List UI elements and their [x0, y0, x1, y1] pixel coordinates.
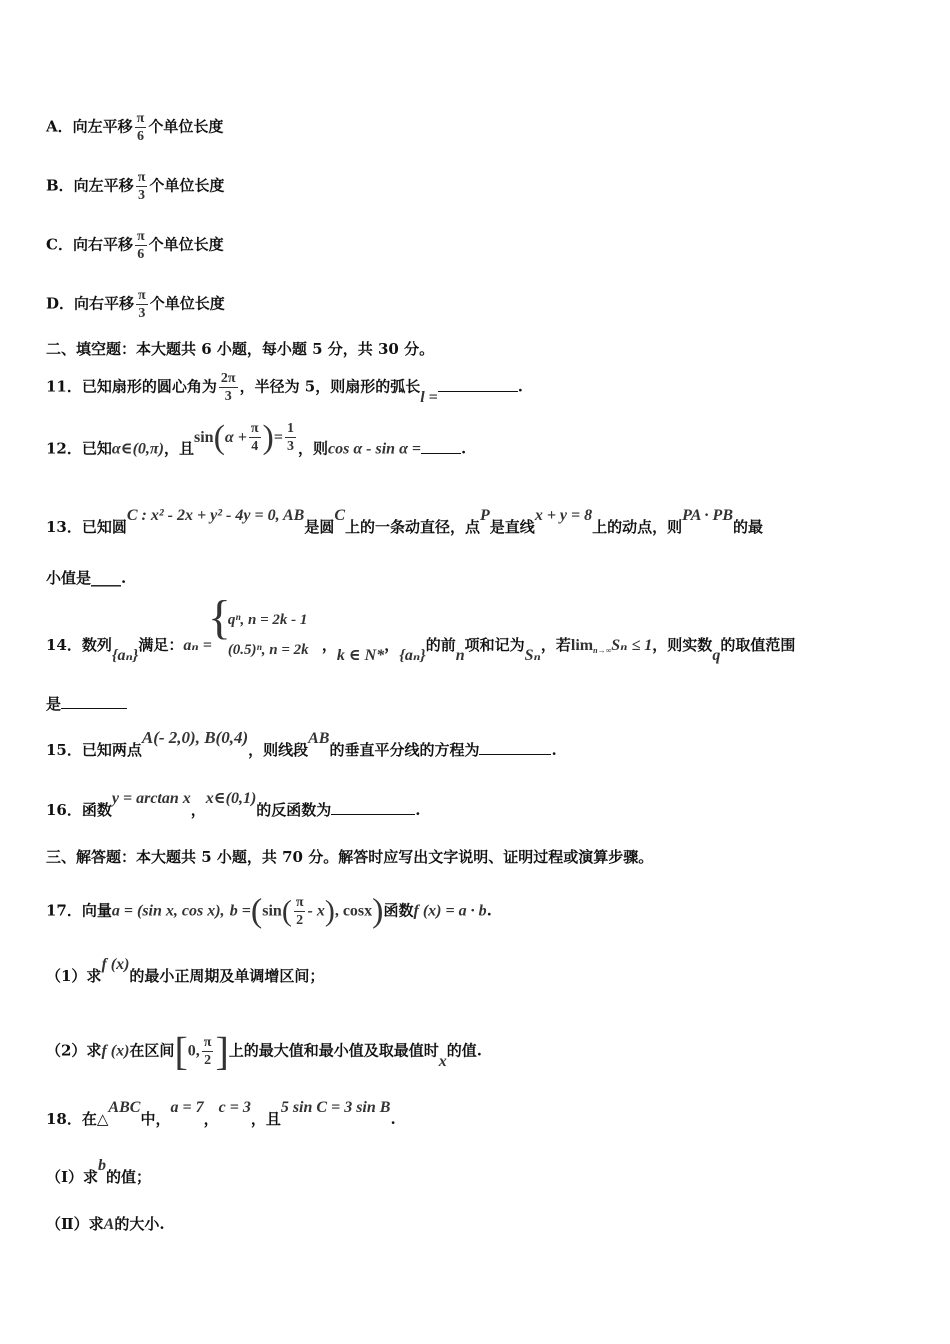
question-13-cont: 小值是____.: [46, 569, 127, 587]
math-q: q: [712, 647, 721, 664]
q14-text: 的前: [425, 636, 456, 654]
math-line: x + y = 8: [534, 507, 593, 524]
option-c-label: C．向右平移: [46, 235, 133, 254]
q17-end: .: [486, 901, 492, 920]
left-brace: {: [207, 591, 231, 644]
q11-text-2: ，半径为 5，则扇形的弧长: [239, 377, 421, 396]
option-b: [46, 169, 930, 204]
q14-comma: ，: [321, 636, 337, 654]
q16-comma: ，: [190, 801, 206, 819]
right-bracket: ]: [215, 1028, 229, 1074]
q15-text: ，则线段: [248, 741, 309, 759]
math-condition: α∈(0,π): [111, 440, 164, 458]
math-sn: Sₙ: [524, 647, 541, 664]
math-k: k ∈ N*: [336, 647, 385, 664]
fraction: $\frac{\pi}{2}$: [295, 895, 304, 928]
q16-text: 的反函数为: [256, 801, 332, 819]
math-p: P: [480, 507, 490, 524]
question-17: [46, 894, 930, 929]
math-n: n: [455, 647, 465, 664]
math-ab: AB: [308, 730, 330, 747]
math-vector-a: a = (sin x, cos x),: [111, 902, 225, 920]
math-vector-b: b =: [229, 902, 251, 920]
question-15: [46, 728, 930, 763]
math-sin: sin: [262, 902, 282, 920]
q15-text: 15．已知两点: [46, 741, 142, 759]
math-f: f (x): [101, 1042, 130, 1060]
option-suffix: 个单位长度: [149, 176, 225, 195]
fraction: $\frac{\pi}{2}$: [203, 1035, 212, 1068]
question-11: [46, 370, 930, 405]
q13-text: 是直线: [489, 518, 535, 536]
question-18-part-1: [46, 1157, 930, 1190]
math-f: f (x): [101, 956, 130, 973]
q16-end: .: [415, 801, 421, 819]
left-paren: (: [213, 418, 225, 456]
q14-text: ，若: [540, 636, 571, 654]
math-eq: 5 sin C = 3 sin B: [280, 1099, 391, 1116]
section-3-title: 三、解答题：本大题共 5 小题，共 70 分。解答时应写出文字说明、证明过程或演算步骤。: [46, 848, 654, 866]
math-lim-sub: n→∞: [593, 646, 612, 655]
math-b: b: [98, 1157, 107, 1174]
q14-text: 的取值范围: [720, 636, 796, 654]
fraction: $\frac{\pi}{3}$: [138, 288, 146, 321]
section-2-title: 二、填空题：本大题共 6 小题，每小题 5 分，共 30 分。: [46, 340, 435, 358]
option-d: [46, 287, 930, 322]
question-18: [46, 1099, 930, 1132]
q17-p2-text: 在区间: [129, 1041, 175, 1060]
math-circle: C : x² - 2x + y² - 4y = 0, AB: [126, 507, 305, 524]
q14-comma: ，: [384, 636, 400, 654]
math-cos: , cosx: [334, 902, 373, 920]
q17-p2-text: （2）求: [46, 1041, 102, 1060]
question-13: [46, 507, 930, 540]
q13-text: 上的动点，则: [592, 518, 683, 536]
q14-text: 项和记为: [464, 636, 525, 654]
fraction: $\frac{\pi}{6}$: [136, 111, 145, 144]
fraction: $\frac{2\pi}{3}$: [220, 371, 236, 404]
math-points: A(- 2,0), B(0,4): [141, 728, 249, 747]
option-suffix: 个单位长度: [148, 235, 224, 254]
right-paren: ): [324, 894, 335, 928]
q18-text: 中，: [140, 1110, 171, 1128]
option-suffix: 个单位长度: [149, 294, 225, 313]
q14-text: 满足：: [138, 636, 184, 654]
left-paren: (: [281, 894, 292, 928]
q13-text: 上的一条动直径，点: [345, 518, 481, 536]
math-arctan: y = arctan x: [111, 790, 191, 807]
q18-p1-text: 的值；: [106, 1168, 152, 1186]
left-bracket: [: [174, 1028, 188, 1074]
q17-p1-text: （1）求: [46, 967, 102, 985]
q12-end: .: [461, 439, 467, 458]
q16-text: 16．函数: [46, 801, 112, 819]
answer-blank[interactable]: [331, 800, 415, 815]
math-def: aₙ =: [183, 637, 212, 654]
option-a: [46, 110, 930, 145]
q15-end: .: [551, 741, 557, 759]
case-2: (0.5)ⁿ, n = 2k: [227, 642, 309, 658]
option-b-label: B．向左平移: [46, 176, 134, 195]
q18-end: .: [390, 1110, 396, 1128]
math-a: A: [103, 1216, 115, 1233]
option-c: [46, 228, 930, 263]
math-an: {aₙ}: [111, 647, 139, 664]
q17-p2-text: 上的最大值和最小值及取最值时: [228, 1041, 439, 1060]
math-l: l =: [420, 388, 438, 406]
question-14-cont: [46, 692, 930, 716]
math-x: x: [438, 1052, 447, 1070]
piecewise: [207, 591, 322, 658]
math-interval: 0,: [187, 1042, 200, 1060]
q18-comma: ，: [203, 1110, 219, 1128]
q18-text: 18．在△: [46, 1110, 109, 1128]
math-c: C: [334, 507, 345, 524]
q12-and: ，且: [163, 439, 194, 458]
q15-text: 的垂直平分线的方程为: [329, 741, 480, 759]
q17-p1-text: 的最小正周期及单调增区间；: [129, 967, 325, 985]
answer-blank[interactable]: [479, 740, 551, 755]
math-f: f (x) = a · b: [413, 902, 487, 920]
question-17-part-1: [46, 956, 930, 989]
q17-text: 17．向量: [46, 901, 112, 920]
fraction: $\frac{1}{3}$: [286, 421, 294, 454]
math-abc: ABC: [108, 1099, 141, 1116]
math-domain: x∈(0,1): [205, 790, 257, 807]
q17-text: 函数: [383, 901, 414, 920]
q14-text: 14．数列: [46, 636, 112, 654]
question-16: [46, 790, 930, 823]
math-an: {aₙ}: [399, 647, 426, 664]
math-lim-expr: Sₙ ≤ 1: [611, 637, 653, 654]
q13-text: 的最: [733, 518, 764, 536]
answer-blank[interactable]: [421, 439, 461, 454]
math-expr: cos α - sin α =: [328, 440, 422, 458]
answer-blank[interactable]: [61, 694, 127, 709]
fraction: $\frac{\pi}{4}$: [250, 421, 259, 454]
question-14: [46, 591, 930, 664]
fraction: $\frac{\pi}{6}$: [136, 229, 145, 262]
question-18-part-2: [46, 1212, 930, 1237]
math-alpha: α +: [224, 428, 247, 446]
question-12: [46, 418, 930, 467]
math-eq: =: [273, 428, 283, 446]
right-paren: ): [262, 418, 274, 456]
q18-text: ，且: [250, 1110, 281, 1128]
q12-text: 12．已知: [46, 439, 112, 458]
right-paren: ): [372, 892, 384, 930]
q17-p2-text: 的值.: [446, 1041, 483, 1060]
question-17-part-2: [46, 1028, 930, 1074]
fraction: $\frac{\pi}{3}$: [137, 170, 146, 203]
q14-text: ，则实数: [652, 636, 713, 654]
math-lim: lim: [570, 637, 594, 654]
q18-p1-text: （Ⅰ）求: [46, 1168, 99, 1186]
q11-end: .: [517, 377, 524, 396]
q13-text: 是圆: [304, 518, 335, 536]
q18-p2-text: 的大小.: [114, 1215, 165, 1233]
option-d-label: D．向右平移: [46, 294, 135, 313]
q11-text: 11．已知扇形的圆心角为: [46, 377, 217, 396]
q12-then: ，则: [297, 439, 328, 458]
math-pa-pb: PA · PB: [682, 507, 733, 524]
q14-cont-text: 是: [46, 695, 62, 713]
math-c: c = 3: [218, 1099, 251, 1116]
math-sin: sin: [193, 428, 214, 446]
math-a: a = 7: [170, 1099, 204, 1116]
option-a-label: A．向左平移: [46, 117, 133, 136]
case-1: qⁿ, n = 2k - 1: [227, 612, 308, 628]
q13-text: 13．已知圆: [46, 518, 127, 536]
left-paren: (: [250, 892, 263, 930]
answer-blank[interactable]: [438, 377, 518, 392]
option-suffix: 个单位长度: [148, 117, 224, 136]
q18-p2-text: （Ⅱ）求: [46, 1215, 104, 1233]
math-minus-x: - x: [307, 902, 325, 920]
